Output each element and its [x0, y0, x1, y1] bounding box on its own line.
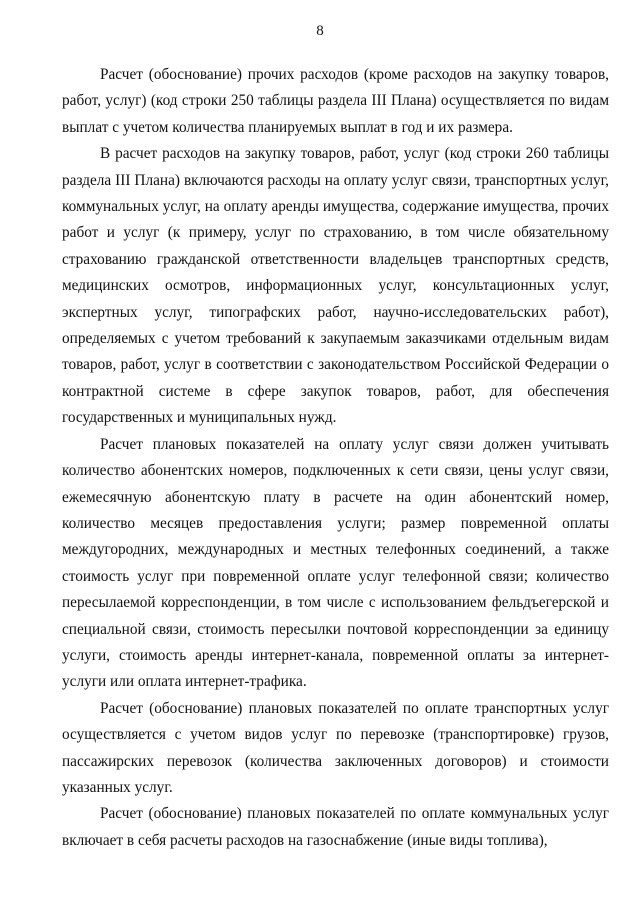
page-number: 8 — [316, 23, 324, 39]
paragraph-communication-services: Расчет плановых показателей на оплату услуг связи должен учитывать количество абонентских номеров, подключенных к сети связи, цены услуг связи, ежемесячную абонентскую плату в расчете на один абонентский номер, количество месяцев предоставления услуги; размер повременной оплаты междугородних, международных и местных телефонных соединений, а также стоимость услуг при повременной оплате услуг телефонной связи; количество пересылаемой корреспонденции, в том числе с использованием фельдъегерской и специальной связи, стоимость пересылки почтовой корреспонденции за единицу услуги, стоимость аренды интернет-канала, повременной оплаты за интернет-услуги или оплата интернет-трафика. — [62, 435, 609, 691]
paragraph-utility-services: Расчет (обоснование) плановых показателей по оплате коммунальных услуг включает в себя расчеты расходов на газоснабжение (иные виды топлива), — [62, 805, 609, 849]
paragraph-other-expenses: Расчет (обоснование) прочих расходов (кроме расходов на закупку товаров, работ, услуг) (код строки 250 таблицы раздела III Плана) осуществляется по видам выплат с учетом количества планируемых выплат в год и их размера. — [62, 66, 609, 136]
paragraph-transport-services: Расчет (обоснование) плановых показателей по оплате транспортных услуг осуществляется с учетом видов услуг по перевозке (транспортировке) грузов, пассажирских перевозок (количества заключенных договоров) и стоимости указанных услуг. — [62, 699, 609, 796]
paragraph-procurement-expenses: В расчет расходов на закупку товаров, работ, услуг (код строки 260 таблицы раздела III Плана) включаются расходы на оплату услуг связи, транспортных услуг, коммунальных услуг, на оплату аренды имущества, содержание имущества, прочих работ и услуг (к примеру, услуг по страхованию, в том числе обязательному страхованию гражданской ответственности владельцев транспортных средств, медицинских осмотров, информационных услуг, консультационных услуг, экспертных услуг, типографских работ, научно-исследовательских работ), определяемых с учетом требований к закупаемым заказчиками отдельным видам товаров, работ, услуг в соответствии с законодательством Российской Федерации о контрактной системе в сфере закупок товаров, работ, для обеспечения государственных и муниципальных нужд. — [62, 145, 609, 427]
document-body — [62, 62, 609, 854]
